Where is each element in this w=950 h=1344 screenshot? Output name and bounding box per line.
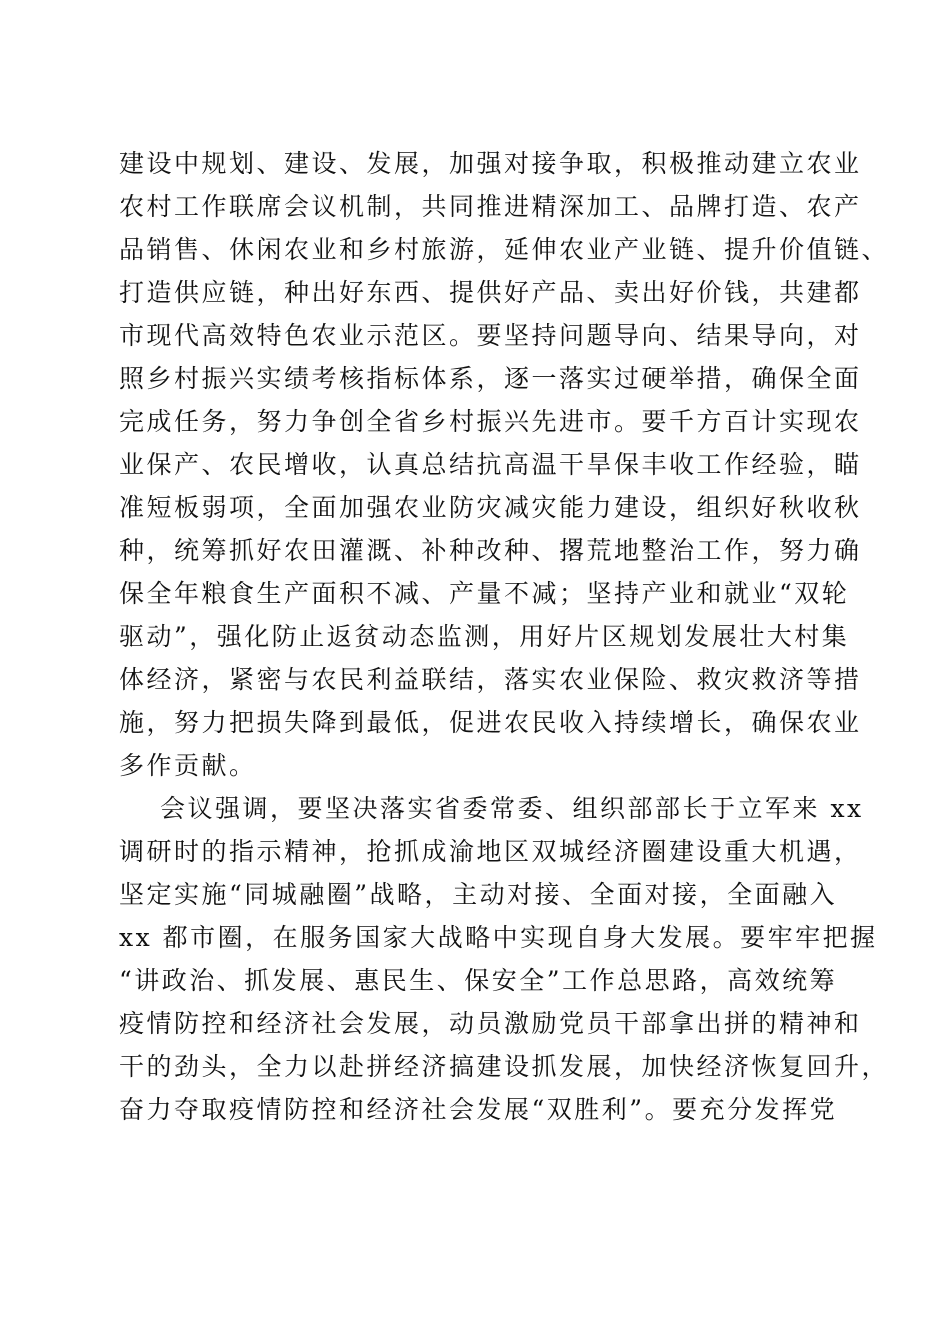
paragraph-2-line-7: 干的劲头，全力以赴拼经济搞建设抓发展，加快经济恢复回升， bbox=[119, 1052, 890, 1081]
paragraph-1-line-14: 施，努力把损失降到最低，促进农民收入持续增长，确保农业 bbox=[119, 708, 862, 737]
paragraph-1-line-6: 照乡村振兴实绩考核指标体系，逐一落实过硬举措，确保全面 bbox=[119, 364, 862, 393]
paragraph-1-line-4: 打造供应链，种出好东西、提供好产品、卖出好价钱，共建都 bbox=[119, 278, 862, 307]
paragraph-1-line-9: 准短板弱项，全面加强农业防灾减灾能力建设，组织好秋收秋 bbox=[119, 493, 862, 522]
paragraph-2-line-3: 坚定实施“同城融圈”战略，主动对接、全面对接，全面融入 bbox=[119, 880, 838, 909]
paragraph-2-line-5: “讲政治、抓发展、惠民生、保安全”工作总思路，高效统筹 bbox=[119, 966, 838, 995]
paragraph-1-line-7: 完成任务，努力争创全省乡村振兴先进市。要千方百计实现农 bbox=[119, 407, 862, 436]
paragraph-1-line-1: 建设中规划、建设、发展，加强对接争取，积极推动建立农业 bbox=[119, 149, 862, 178]
paragraph-1-line-3: 品销售、休闲农业和乡村旅游，延伸农业产业链、提升价值链、 bbox=[119, 235, 890, 264]
paragraph-2-line-2: 调研时的指示精神，抢抓成渝地区双城经济圈建设重大机遇， bbox=[119, 837, 862, 866]
paragraph-2-line-1: 会议强调，要坚决落实省委常委、组织部部长于立军来 xx bbox=[160, 794, 864, 823]
paragraph-1-line-13: 体经济，紧密与农民利益联结，落实农业保险、救灾救济等措 bbox=[119, 665, 862, 694]
paragraph-2-line-8: 奋力夺取疫情防控和经济社会发展“双胜利”。要充分发挥党 bbox=[119, 1095, 838, 1124]
paragraph-1-line-5: 市现代高效特色农业示范区。要坚持问题导向、结果导向，对 bbox=[119, 321, 862, 350]
paragraph-1-line-8: 业保产、农民增收，认真总结抗高温干旱保丰收工作经验，瞄 bbox=[119, 450, 862, 479]
paragraph-1-line-10: 种，统筹抓好农田灌溉、补种改种、撂荒地整治工作，努力确 bbox=[119, 536, 862, 565]
paragraph-1-line-11: 保全年粮食生产面积不减、产量不减；坚持产业和就业“双轮 bbox=[119, 579, 850, 608]
paragraph-1-line-12: 驱动”，强化防止返贫动态监测，用好片区规划发展壮大村集 bbox=[119, 622, 850, 651]
paragraph-1-line-15: 多作贡献。 bbox=[119, 751, 257, 780]
paragraph-1-line-2: 农村工作联席会议机制，共同推进精深加工、品牌打造、农产 bbox=[119, 192, 862, 221]
paragraph-2-line-6: 疫情防控和经济社会发展，动员激励党员干部拿出拼的精神和 bbox=[119, 1009, 862, 1038]
paragraph-2-line-4: xx 都市圈，在服务国家大战略中实现自身大发展。要牢牢把握 bbox=[119, 923, 878, 952]
